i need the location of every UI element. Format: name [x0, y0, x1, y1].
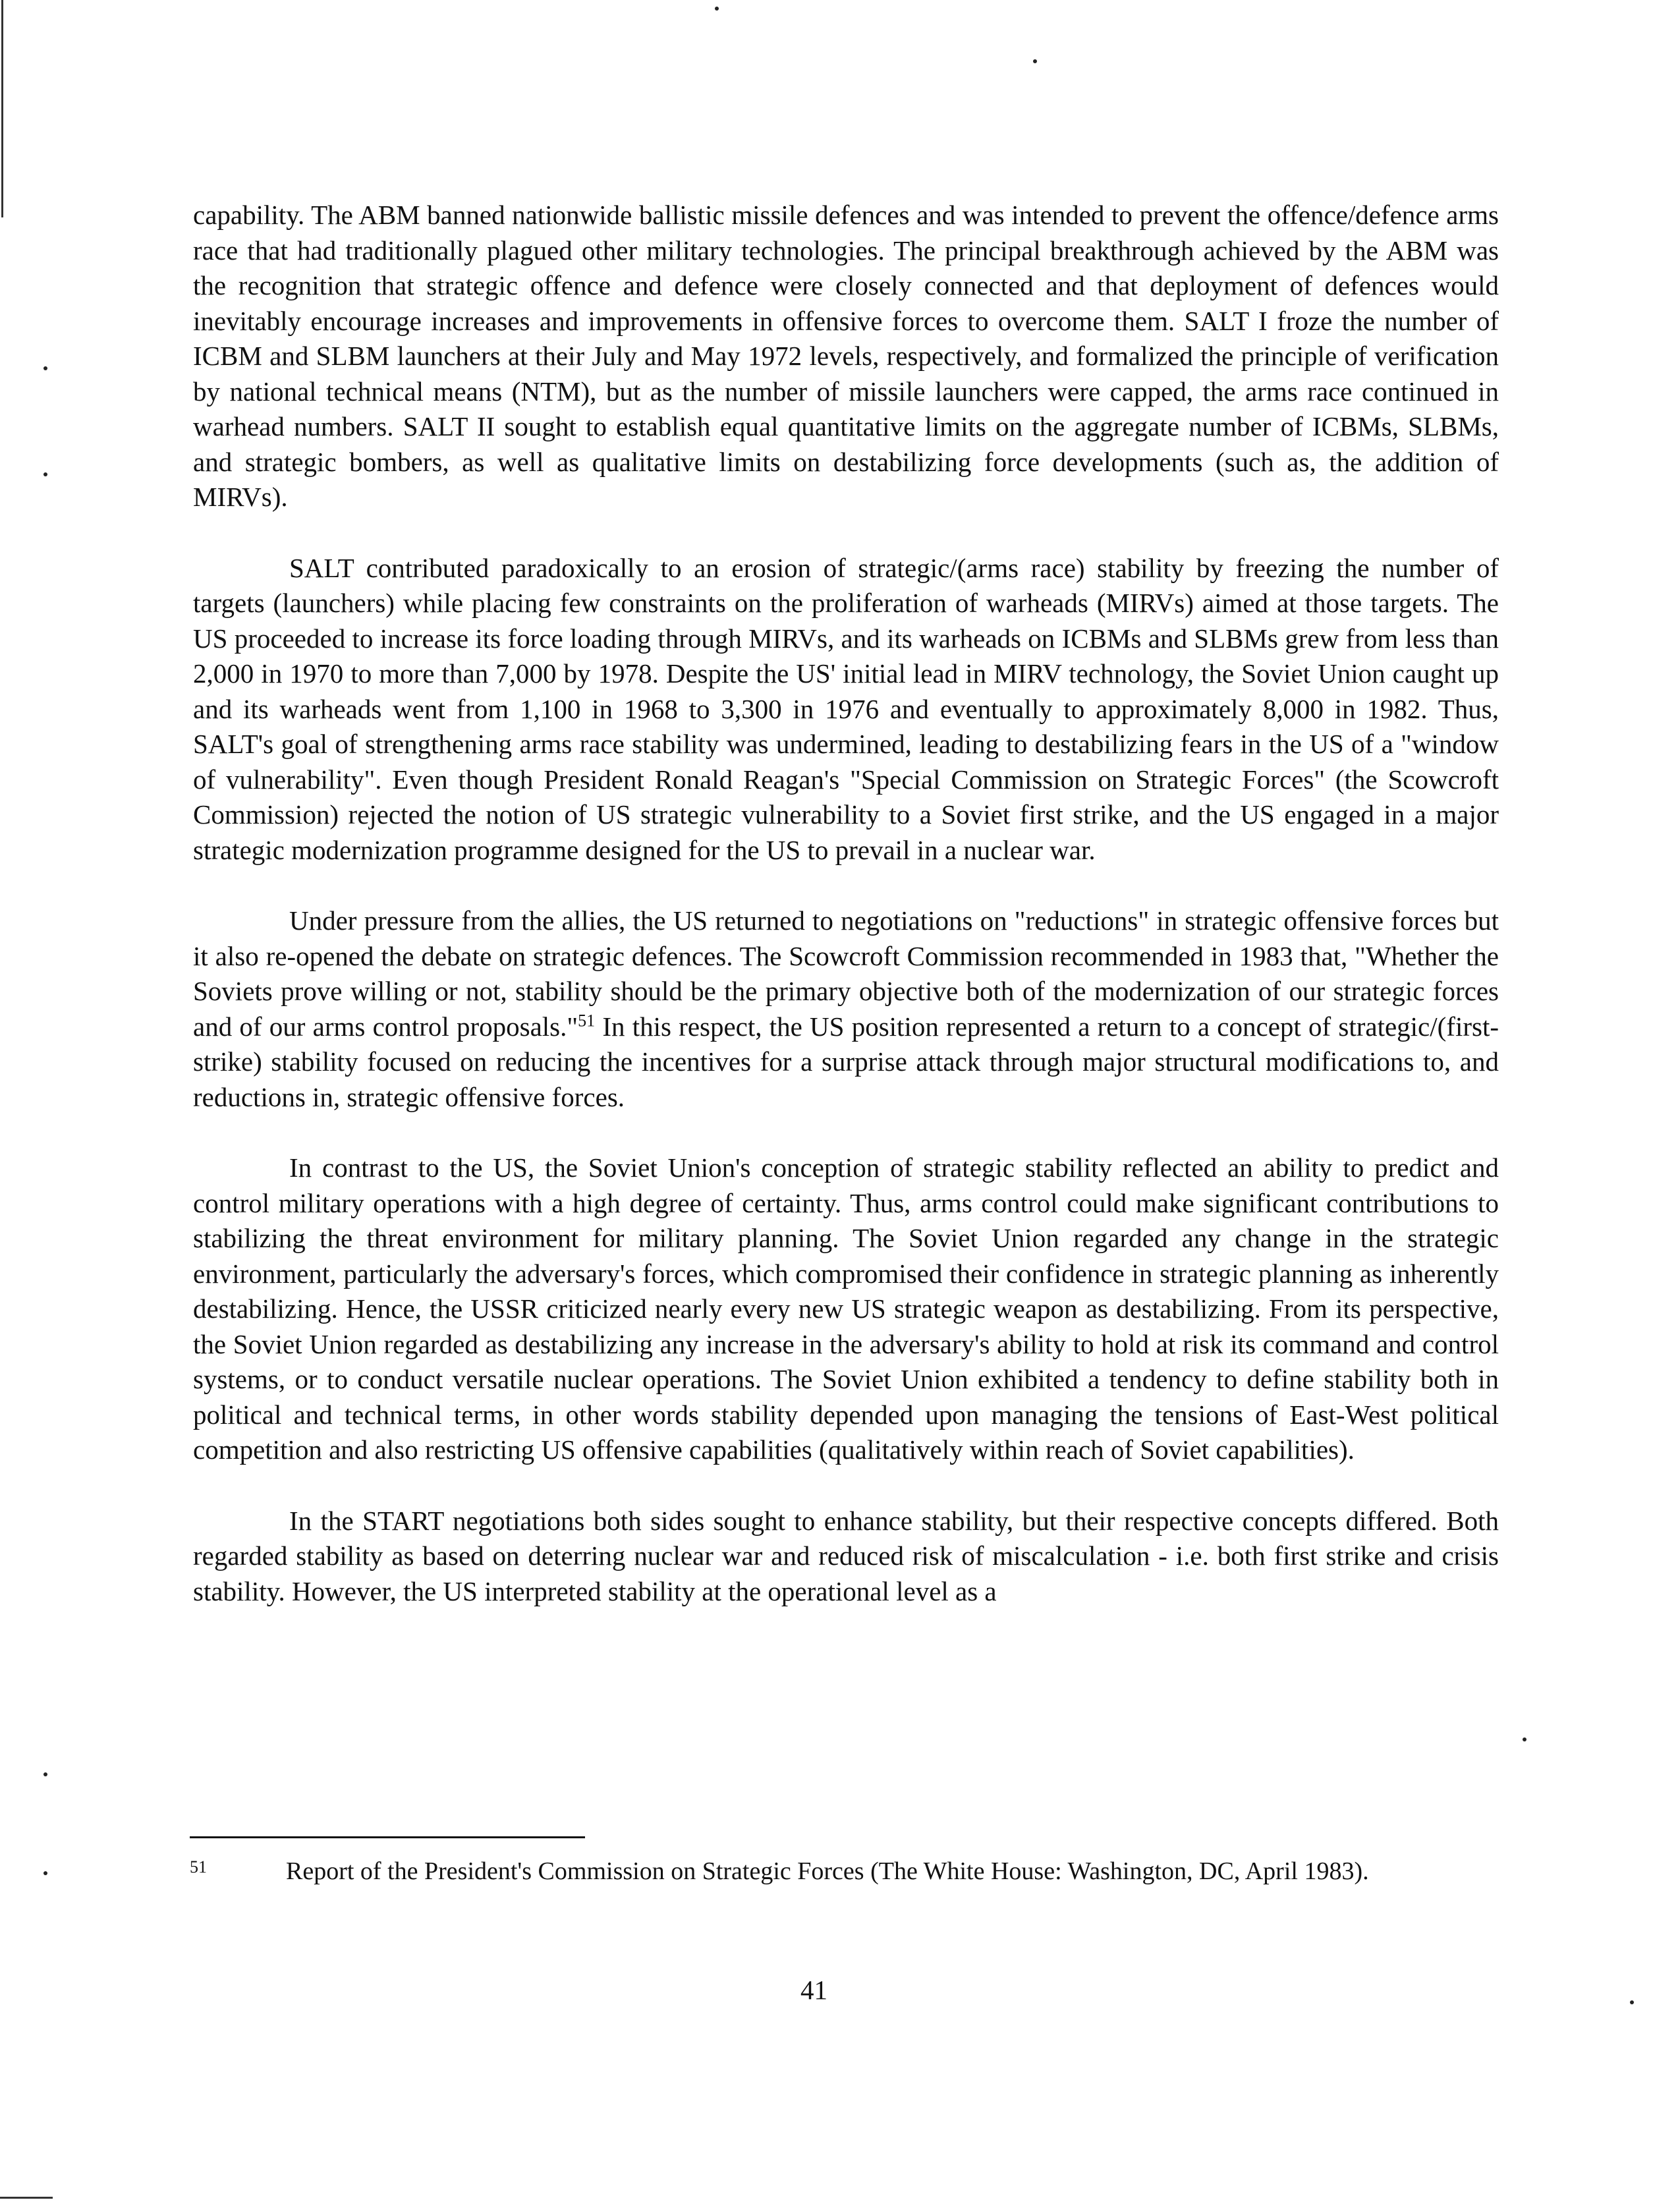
- paragraph-4: In contrast to the US, the Soviet Union's conception of strategic stability reflected an ability to predict and control military operations with a high degree of certainty. Thus, arms control could make significant contributions to stabilizing the threat environment for military planning. The Soviet Union regarded any change in the strategic environment, particularly the adversary's forces, which compromised their confidence in strategic planning as inherently destabilizing. Hence, the USSR criticized nearly every new US strategic weapon as destabilizing. From its perspective, the Soviet Union regarded as destabilizing any increase in the adversary's ability to hold at risk its command and control systems, or to conduct versatile nuclear operations. The Soviet Union exhibited a tendency to define stability both in political and technical terms, in other words stability depended upon managing the tensions of East-West political competition and also restricting US offensive capabilities (qualitatively within reach of Soviet capabilities).: [193, 1152, 1499, 1465]
- scan-speck: [1523, 1737, 1526, 1741]
- paragraph-1: capability. The ABM banned nationwide ballistic missile defences and was intended to prevent the offence/defence arms race that had traditionally plagued other military technologies. The principal breakthrough achieved by the ABM was the recognition that strategic offence and defence were closely connected and that deployment of defences would inevitably encourage increases and improvements in offensive forces to overcome them. SALT I froze the number of ICBM and SLBM launchers at their July and May 1972 levels, respectively, and formalized the principle of verification by national technical means (NTM), but as the number of missile launchers were capped, the arms race continued in warhead numbers. SALT II sought to establish equal quantitative limits on the aggregate number of ICBMs, SLBMs, and strategic bombers, as well as qualitative limits on destabilizing force developments (such as, the addition of MIRVs).: [193, 200, 1499, 512]
- scan-speck: [43, 366, 47, 370]
- scan-speck: [43, 1871, 47, 1875]
- scan-speck: [43, 472, 47, 476]
- scan-speck: [715, 7, 719, 11]
- page-number: 41: [800, 1975, 827, 2005]
- footnote-separator: [190, 1836, 585, 1838]
- scan-speck: [1033, 59, 1037, 63]
- paragraph-3-text-b: In this respect, the US position represented a return to a concept of strategic/(first-strike) stability focused on reducing the incentives for a surprise attack through major structural modifications to, and reductions in, strategic offensive forces.: [193, 1011, 1499, 1112]
- paragraph-3-text-a: Under pressure from the allies, the US returned to negotiations on "reductions" in strategic offensive forces but it also re-opened the debate on strategic defences. The Scowcroft Commission recommended in 1983 that, "Whether the Soviets prove willing or not, stability should be the primary objective both of the modernization of our strategic forces and of our arms control proposals.": [193, 905, 1499, 1042]
- footnote-text: Report of the President's Commission on Strategic Forces (The White House: Washington, DC, April 1983).: [286, 1857, 1369, 1885]
- scan-speck: [1630, 2000, 1634, 2004]
- body-text: [193, 198, 1499, 1609]
- paragraph-2: SALT contributed paradoxically to an erosion of strategic/(arms race) stability by freezing the number of targets (launchers) while placing few constraints on the proliferation of warheads (MIRVs) aimed at those targets. The US proceeded to increase its force loading through MIRVs, and its warheads on ICBMs and SLBMs grew from less than 2,000 in 1970 to more than 7,000 by 1978. Despite the US' initial lead in MIRV technology, the Soviet Union caught up and its warheads went from 1,100 in 1968 to 3,300 in 1976 and eventually to approximately 8,000 in 1982. Thus, SALT's goal of strengthening arms race stability was undermined, leading to destabilizing fears in the US of a "window of vulnerability". Even though President Ronald Reagan's "Special Commission on Strategic Forces" (the Scowcroft Commission) rejected the notion of US strategic vulnerability to a Soviet first strike, and the US engaged in a major strategic modernization programme designed for the US to prevail in a nuclear war.: [193, 552, 1499, 865]
- paragraph-3: [193, 903, 1499, 1115]
- paragraph-5: In the START negotiations both sides sought to enhance stability, but their respective concepts differed. Both regarded stability as based on deterring nuclear war and reduced risk of miscalculation - i.e. both first strike and crisis stability. However, the US interpreted stability at the operational level as a: [193, 1505, 1499, 1606]
- scan-edge-left: [1, 0, 3, 217]
- scan-speck: [43, 1772, 47, 1776]
- footnote-reference: 51: [578, 1010, 596, 1030]
- scan-edge-bottom: [0, 2197, 53, 2199]
- footnote: [190, 1855, 1442, 1888]
- footnote-number: 51: [190, 1857, 207, 1877]
